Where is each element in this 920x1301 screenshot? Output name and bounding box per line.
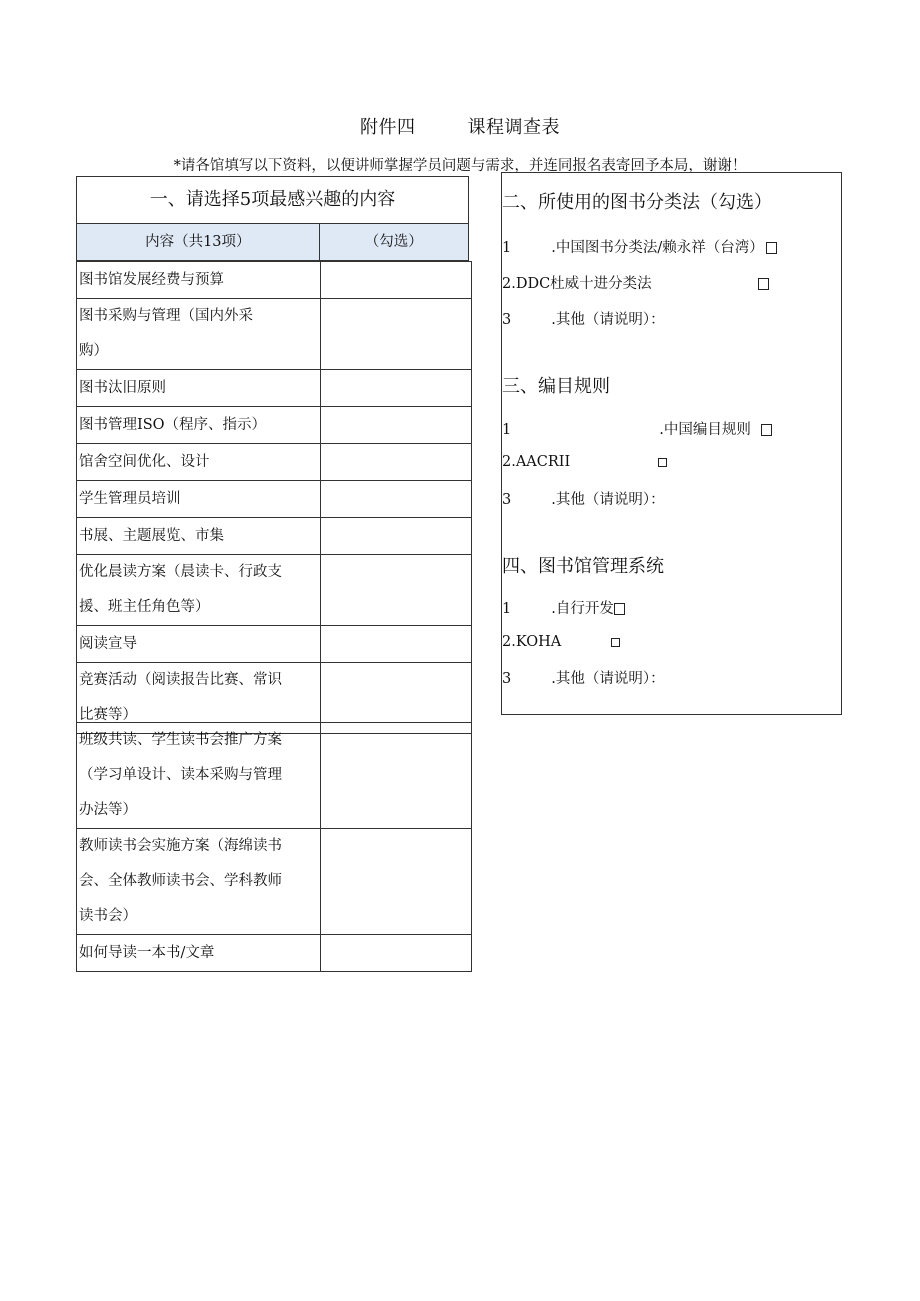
section4-heading: 四、图书馆管理系统 <box>502 556 664 577</box>
topic-cell <box>77 299 321 370</box>
check-cell[interactable] <box>321 481 472 518</box>
table-row <box>77 829 472 935</box>
topic-cell <box>77 481 321 518</box>
topic-text-line: 图书管理ISO（程序、指示） <box>79 417 267 433</box>
section4-item1 <box>502 597 625 618</box>
classification-box <box>501 172 842 715</box>
topic-text-line: 馆舍空间优化、设计 <box>79 454 210 470</box>
topic-text-line: 会、全体教师读书会、学科教师 <box>79 873 282 889</box>
table-row <box>77 444 472 481</box>
topic-rows-b <box>76 722 472 972</box>
table-row <box>77 518 472 555</box>
column-header-check: （勾选） <box>319 224 468 261</box>
topic-text-line: 教师读书会实施方案（海绵读书 <box>79 838 282 854</box>
topic-text-line: 优化晨读方案（晨读卡、行政支 <box>79 564 282 580</box>
section2-item3-label: .其他（请说明）： <box>551 312 665 328</box>
section1-heading: 一、请选择5项最感兴趣的内容 <box>76 176 469 223</box>
topic-table <box>76 223 469 261</box>
topic-text-line: 如何导读一本书/文章 <box>79 945 215 961</box>
topic-cell <box>77 829 321 935</box>
section4-item3-number: 3 <box>502 671 512 687</box>
topic-text-line: 图书采购与管理（国内外采 <box>79 308 253 324</box>
check-cell[interactable] <box>321 723 472 829</box>
topic-text-line: 班级共读、学生读书会推广方案 <box>79 732 282 748</box>
topic-text-line: 购） <box>79 343 108 359</box>
check-cell[interactable] <box>321 935 472 972</box>
table-row <box>77 555 472 626</box>
section4-item1-label: .自行开发 <box>551 601 614 617</box>
check-cell[interactable] <box>321 555 472 626</box>
section2-item3 <box>502 308 665 329</box>
table-row <box>77 935 472 972</box>
section3-item1 <box>502 418 772 439</box>
topic-text-line: （学习单设计、读本采购与管理 <box>79 767 282 783</box>
section2-item3-number: 3 <box>502 312 512 328</box>
section2-item2 <box>502 272 769 293</box>
page-title <box>0 113 920 139</box>
checkbox-ddc[interactable] <box>758 278 769 290</box>
topic-cell <box>77 407 321 444</box>
checkbox-chinese-classification[interactable] <box>766 242 777 254</box>
section3-item3 <box>502 488 665 509</box>
table-row <box>77 299 472 370</box>
topic-cell <box>77 723 321 829</box>
checkbox-chinese-cataloging[interactable] <box>761 424 772 436</box>
topic-text-line: 竞赛活动（阅读报告比赛、常识 <box>79 672 282 688</box>
title-survey-label: 课程调查表 <box>467 117 560 138</box>
section2-item1 <box>502 236 777 257</box>
check-cell[interactable] <box>321 829 472 935</box>
check-cell[interactable] <box>321 518 472 555</box>
section2-heading: 二、所使用的图书分类法（勾选） <box>502 192 772 213</box>
check-cell[interactable] <box>321 444 472 481</box>
check-cell[interactable] <box>321 299 472 370</box>
topic-text-line: 书展、主题展览、市集 <box>79 528 224 544</box>
check-cell[interactable] <box>321 370 472 407</box>
topic-cell <box>77 262 321 299</box>
checkbox-aacr2[interactable] <box>658 458 667 467</box>
topic-text-line: 援、班主任角色等） <box>79 599 210 615</box>
section4-item1-number: 1 <box>502 601 512 617</box>
section3-item2 <box>502 454 667 470</box>
checkbox-koha[interactable] <box>611 638 620 647</box>
table-row <box>77 481 472 518</box>
table-row <box>77 626 472 663</box>
column-header-content: 内容（共13项） <box>77 224 320 261</box>
section3-item1-number: 1 <box>502 422 512 438</box>
table-row <box>77 370 472 407</box>
topic-text-line: 办法等） <box>79 802 137 818</box>
topic-text-line: 读书会） <box>79 908 137 924</box>
topic-cell <box>77 626 321 663</box>
title-annex-label: 附件四 <box>360 117 416 138</box>
topic-cell <box>77 370 321 407</box>
instruction-text: *请各馆填写以下资料，以便讲师掌握学员问题与需求，并连同报名表寄回予本局，谢谢！ <box>173 158 747 174</box>
table-row <box>77 407 472 444</box>
section4-item2-label: 2.KOHA <box>502 634 562 650</box>
topic-text-line: 比赛等） <box>79 707 137 723</box>
checkbox-self-developed[interactable] <box>614 603 625 615</box>
topic-rows-a <box>76 261 472 734</box>
section3-heading: 三、编目规则 <box>502 376 610 397</box>
topic-text-line: 图书汰旧原则 <box>79 380 166 396</box>
section2-item1-label: .中国图书分类法/赖永祥（台湾） <box>551 240 764 256</box>
section1-table-continued <box>76 722 469 972</box>
section4-item3 <box>502 667 665 688</box>
topic-text-line: 图书馆发展经费与预算 <box>79 272 224 288</box>
topic-cell <box>77 518 321 555</box>
topic-cell <box>77 935 321 972</box>
section3-item2-label: 2.AACRII <box>502 454 571 470</box>
table-row <box>77 723 472 829</box>
section3-item1-label: .中国编目规则 <box>659 422 751 438</box>
section3-item3-label: .其他（请说明）： <box>551 492 665 508</box>
topic-text-line: 学生管理员培训 <box>79 491 181 507</box>
topic-cell <box>77 555 321 626</box>
check-cell[interactable] <box>321 262 472 299</box>
section2-item2-label: 2.DDC杜威十进分类法 <box>502 276 652 292</box>
table-row <box>77 262 472 299</box>
table-header-row <box>77 224 469 261</box>
section4-item2 <box>502 634 620 650</box>
check-cell[interactable] <box>321 626 472 663</box>
section1-table <box>76 176 469 734</box>
topic-cell <box>77 444 321 481</box>
section3-item3-number: 3 <box>502 492 512 508</box>
check-cell[interactable] <box>321 407 472 444</box>
section4-item3-label: .其他（请说明）： <box>551 671 665 687</box>
topic-text-line: 阅读宣导 <box>79 636 137 652</box>
section2-item1-number: 1 <box>502 240 512 256</box>
